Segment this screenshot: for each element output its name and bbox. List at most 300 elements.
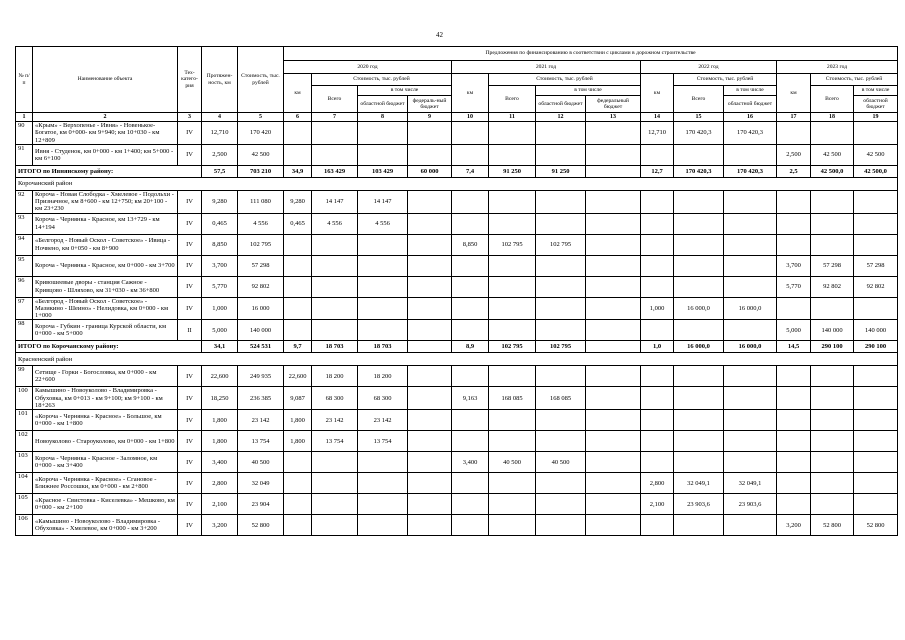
header-including: в том числе (358, 86, 452, 96)
table-cell: 8,850 (202, 234, 238, 255)
table-cell: 140 000 (238, 320, 284, 341)
table-cell (452, 297, 489, 320)
table-cell (586, 276, 641, 297)
table-cell: 9,163 (452, 387, 489, 410)
table-cell (358, 473, 408, 494)
table-cell (811, 494, 854, 515)
object-name: «Камышино - Новоуколово - Владимировка - Обуховка» - Хмелевое, км 0+000 - км 3+200 (33, 515, 178, 536)
table-cell (489, 494, 536, 515)
header-year-2020: 2020 год (284, 61, 452, 74)
table-cell (312, 452, 358, 473)
table-cell (641, 320, 674, 341)
total-cell: 290 100 (811, 341, 854, 353)
column-number: 13 (586, 113, 641, 122)
table-cell: 23 903,6 (674, 494, 724, 515)
total-cell: 9,7 (284, 341, 312, 353)
table-cell (724, 320, 777, 341)
table-cell (724, 515, 777, 536)
table-cell: 13 754 (358, 431, 408, 452)
table-cell (586, 515, 641, 536)
table-cell (854, 473, 898, 494)
table-cell (777, 234, 811, 255)
table-cell (724, 213, 777, 234)
table-cell (674, 515, 724, 536)
total-cell: 290 100 (854, 341, 898, 353)
table-cell (452, 276, 489, 297)
column-number: 2 (33, 113, 178, 122)
table-cell (811, 122, 854, 145)
table-cell (408, 320, 452, 341)
table-row (16, 320, 898, 341)
column-number: 6 (284, 113, 312, 122)
table-cell (811, 452, 854, 473)
table-cell: 4 556 (312, 213, 358, 234)
table-cell (312, 255, 358, 276)
table-cell (536, 320, 586, 341)
table-cell: 5,000 (202, 320, 238, 341)
table-cell (811, 410, 854, 431)
table-cell (777, 122, 811, 145)
total-cell: 2,5 (777, 165, 811, 177)
header-km: км (284, 74, 312, 113)
table-cell: IV (178, 213, 202, 234)
table-cell (284, 452, 312, 473)
total-cell: 7,4 (452, 165, 489, 177)
table-cell (674, 276, 724, 297)
table-cell: 16 000,0 (724, 297, 777, 320)
table-cell (586, 320, 641, 341)
column-number: 10 (452, 113, 489, 122)
table-row (16, 473, 898, 494)
total-cell: 8,9 (452, 341, 489, 353)
table-cell: 52 800 (854, 515, 898, 536)
table-cell: IV (178, 515, 202, 536)
district-total-row (16, 341, 898, 353)
table-cell (489, 122, 536, 145)
table-cell (489, 144, 536, 165)
table-cell: 52 800 (811, 515, 854, 536)
table-cell (489, 515, 536, 536)
object-name: Кривошеевые дворы - станция Сажное - Кривцово - Шляхово, км 31+030 - км 36+800 (33, 276, 178, 297)
table-cell: 3,200 (777, 515, 811, 536)
district-total-row (16, 165, 898, 177)
table-cell: 0,465 (284, 213, 312, 234)
table-cell (586, 213, 641, 234)
row-number: 104 (16, 473, 33, 494)
table-cell (358, 452, 408, 473)
table-cell (408, 190, 452, 213)
header-cost-thousand: Стоимость, тыс. рублей (489, 74, 641, 86)
table-cell (284, 234, 312, 255)
table-cell (536, 144, 586, 165)
total-cell: 91 250 (489, 165, 536, 177)
table-cell: 9,280 (202, 190, 238, 213)
section-header-row (16, 353, 898, 366)
total-cell: 16 000,0 (724, 341, 777, 353)
table-cell (674, 213, 724, 234)
table-cell (408, 431, 452, 452)
table-cell: 32 049,1 (674, 473, 724, 494)
table-cell (536, 515, 586, 536)
table-cell: 1,000 (202, 297, 238, 320)
total-cell: 34,9 (284, 165, 312, 177)
table-cell (284, 320, 312, 341)
table-cell (674, 431, 724, 452)
header-km: км (452, 74, 489, 113)
table-cell: 16 000 (238, 297, 284, 320)
table-cell: 102 795 (536, 234, 586, 255)
table-cell: 18 200 (312, 366, 358, 387)
table-cell: II (178, 320, 202, 341)
table-cell (408, 387, 452, 410)
table-cell: 170 420,3 (724, 122, 777, 145)
table-cell (777, 431, 811, 452)
section-title: Красненский район (16, 353, 898, 366)
table-cell: 23 142 (312, 410, 358, 431)
total-cell: 42 500,0 (811, 165, 854, 177)
table-cell (586, 144, 641, 165)
table-cell (489, 255, 536, 276)
row-number: 97 (16, 297, 33, 320)
table-cell (641, 255, 674, 276)
table-cell: 5,770 (202, 276, 238, 297)
object-name: Сетище - Горки - Богословка, км 0+000 - км 22+600 (33, 366, 178, 387)
table-cell (536, 410, 586, 431)
header-federal: федераль-ный бюджет (408, 96, 452, 113)
row-number: 94 (16, 234, 33, 255)
table-cell (586, 366, 641, 387)
table-cell (489, 320, 536, 341)
table-cell: 23 904 (238, 494, 284, 515)
total-cell: 18 703 (358, 341, 408, 353)
table-cell: 170 420 (238, 122, 284, 145)
table-cell: 32 049,1 (724, 473, 777, 494)
table-cell (854, 234, 898, 255)
header-year-2023: 2023 год (777, 61, 898, 74)
table-cell (854, 122, 898, 145)
total-cell: 91 250 (536, 165, 586, 177)
table-cell (724, 234, 777, 255)
table-cell (358, 494, 408, 515)
table-cell (724, 366, 777, 387)
table-cell: IV (178, 190, 202, 213)
table-cell (408, 213, 452, 234)
table-cell: 57 298 (854, 255, 898, 276)
table-cell: 3,700 (202, 255, 238, 276)
table-cell: IV (178, 494, 202, 515)
header-including: в том числе (724, 86, 777, 96)
row-number: 99 (16, 366, 33, 387)
row-number: 92 (16, 190, 33, 213)
object-name: «Красное - Свистовка - Киселевка» - Мешково, км 0+000 - км 2+100 (33, 494, 178, 515)
table-cell (452, 473, 489, 494)
table-cell: 12,710 (641, 122, 674, 145)
table-row (16, 410, 898, 431)
table-cell (284, 494, 312, 515)
total-label: ИТОГО по Корочанскому району: (16, 341, 202, 353)
table-cell (586, 297, 641, 320)
table-cell (724, 387, 777, 410)
table-cell (854, 431, 898, 452)
table-cell (811, 190, 854, 213)
table-row (16, 122, 898, 145)
header-including: в том числе (854, 86, 898, 96)
table-cell (777, 387, 811, 410)
table-cell (536, 255, 586, 276)
total-cell: 524 531 (238, 341, 284, 353)
table-cell (586, 255, 641, 276)
table-cell: IV (178, 234, 202, 255)
table-cell (724, 255, 777, 276)
row-number: 105 (16, 494, 33, 515)
table-cell (811, 366, 854, 387)
table-cell (452, 213, 489, 234)
table-cell (358, 515, 408, 536)
row-number: 102 (16, 431, 33, 452)
header-including: в том числе (536, 86, 641, 96)
table-cell: 3,200 (202, 515, 238, 536)
total-cell: 18 703 (312, 341, 358, 353)
table-cell: 1,800 (202, 410, 238, 431)
table-cell: 140 000 (854, 320, 898, 341)
table-cell: 111 080 (238, 190, 284, 213)
table-cell (777, 494, 811, 515)
table-cell: 4 556 (358, 213, 408, 234)
table-cell (452, 122, 489, 145)
table-cell (777, 473, 811, 494)
table-cell (724, 144, 777, 165)
section-header-row (16, 177, 898, 190)
table-cell: 249 935 (238, 366, 284, 387)
table-cell (536, 213, 586, 234)
table-cell: 42 500 (238, 144, 284, 165)
total-cell: 12,7 (641, 165, 674, 177)
table-cell (777, 297, 811, 320)
table-row (16, 234, 898, 255)
table-cell (408, 122, 452, 145)
table-cell: IV (178, 387, 202, 410)
column-number: 17 (777, 113, 811, 122)
column-number: 19 (854, 113, 898, 122)
page-number: 42 (436, 31, 443, 39)
table-cell (854, 366, 898, 387)
column-number: 9 (408, 113, 452, 122)
table-row (16, 515, 898, 536)
table-cell (408, 452, 452, 473)
table-cell (641, 213, 674, 234)
table-cell (811, 473, 854, 494)
object-name: Короча - Чернянка - Красное, км 13+729 - км 14+194 (33, 213, 178, 234)
table-cell: 40 500 (238, 452, 284, 473)
total-cell: 170 420,3 (674, 165, 724, 177)
table-cell: 57 298 (811, 255, 854, 276)
object-name: Короча - Чернянка - Красное - Заломное, км 0+000 - км 3+400 (33, 452, 178, 473)
column-number: 14 (641, 113, 674, 122)
table-cell: 3,400 (452, 452, 489, 473)
section-title: Корочанский район (16, 177, 898, 190)
column-number: 12 (536, 113, 586, 122)
table-cell (586, 190, 641, 213)
column-number: 11 (489, 113, 536, 122)
table-cell: 3,700 (777, 255, 811, 276)
table-cell (536, 276, 586, 297)
column-number: 7 (312, 113, 358, 122)
header-cost: Стоимость, тыс. рублей (238, 47, 284, 113)
table-cell (284, 144, 312, 165)
table-cell: 42 500 (854, 144, 898, 165)
table-cell (452, 515, 489, 536)
table-cell (408, 234, 452, 255)
header-year-2021: 2021 год (452, 61, 641, 74)
table-cell (489, 410, 536, 431)
table-cell: 57 298 (238, 255, 284, 276)
table-cell (811, 387, 854, 410)
table-row (16, 190, 898, 213)
table-cell (586, 410, 641, 431)
table-cell (408, 255, 452, 276)
table-cell: 5,000 (777, 320, 811, 341)
table-cell (586, 452, 641, 473)
table-cell (536, 122, 586, 145)
table-cell (408, 410, 452, 431)
table-cell (854, 494, 898, 515)
table-cell: 68 300 (358, 387, 408, 410)
table-cell (284, 515, 312, 536)
table-cell (811, 234, 854, 255)
table-cell (284, 276, 312, 297)
table-cell: 168 085 (489, 387, 536, 410)
table-cell (284, 297, 312, 320)
table-cell: 12,710 (202, 122, 238, 145)
table-cell (452, 366, 489, 387)
header-proposals: Предложения по финансированию в соответствии с циклами в дорожном строительстве (284, 47, 898, 61)
total-cell (586, 165, 641, 177)
table-cell (489, 297, 536, 320)
table-cell (586, 431, 641, 452)
table-cell (452, 431, 489, 452)
table-cell (358, 144, 408, 165)
table-cell: 52 800 (238, 515, 284, 536)
object-name: «Белгород - Новый Оскол - Советское» - Ивица - Ночвено, км 0+050 - км 8+900 (33, 234, 178, 255)
table-cell (358, 276, 408, 297)
total-cell: 57,5 (202, 165, 238, 177)
table-cell (408, 144, 452, 165)
table-cell (312, 297, 358, 320)
table-cell: 102 795 (489, 234, 536, 255)
table-cell (312, 320, 358, 341)
table-cell (358, 234, 408, 255)
row-number: 106 (16, 515, 33, 536)
column-number: 8 (358, 113, 408, 122)
table-cell: 9,280 (284, 190, 312, 213)
table-cell (854, 190, 898, 213)
table-cell (452, 410, 489, 431)
table-cell (641, 515, 674, 536)
table-cell (536, 297, 586, 320)
total-cell (586, 341, 641, 353)
table-row (16, 452, 898, 473)
table-cell: IV (178, 452, 202, 473)
table-cell (777, 452, 811, 473)
table-cell: 170 420,3 (674, 122, 724, 145)
total-cell: 42 500,0 (854, 165, 898, 177)
table-cell: 14 147 (312, 190, 358, 213)
table-cell: 8,850 (452, 234, 489, 255)
table-row (16, 494, 898, 515)
total-cell: 16 000,0 (674, 341, 724, 353)
table-cell (452, 144, 489, 165)
header-total: Всего (489, 86, 536, 113)
table-row (16, 297, 898, 320)
table-cell (586, 234, 641, 255)
table-cell: 1,800 (202, 431, 238, 452)
table-cell: 168 085 (536, 387, 586, 410)
table-cell (674, 320, 724, 341)
header-year-2022: 2022 год (641, 61, 777, 74)
table-cell: IV (178, 122, 202, 145)
total-cell: 14,5 (777, 341, 811, 353)
table-cell: 40 500 (536, 452, 586, 473)
table-cell (312, 234, 358, 255)
table-cell (811, 213, 854, 234)
table-cell (586, 387, 641, 410)
table-row (16, 431, 898, 452)
object-name: Короча - Губкин - граница Курской области, км 0+000 - км 5+000 (33, 320, 178, 341)
table-cell (586, 473, 641, 494)
table-cell (489, 431, 536, 452)
table-cell (586, 122, 641, 145)
table-cell: 140 000 (811, 320, 854, 341)
table-cell (312, 144, 358, 165)
table-row (16, 387, 898, 410)
table-cell (312, 276, 358, 297)
header-cost-thousand: Стоимость, тыс. рублей (312, 74, 452, 86)
table-cell: IV (178, 297, 202, 320)
row-number: 91 (16, 144, 33, 165)
table-cell: IV (178, 144, 202, 165)
total-cell (408, 341, 452, 353)
table-cell (674, 410, 724, 431)
table-cell: 2,100 (202, 494, 238, 515)
table-cell (408, 366, 452, 387)
object-name: «Белгород - Новый Оскол - Советское» - Мазикино - Шеино» - Нелидовка, км 0+000 - км 1+000 (33, 297, 178, 320)
header-category: Тех-катего-рия (178, 47, 202, 113)
header-length: Протяжен-ность, км (202, 47, 238, 113)
table-cell: IV (178, 410, 202, 431)
table-cell (641, 144, 674, 165)
table-cell (489, 190, 536, 213)
table-cell (641, 276, 674, 297)
table-cell (641, 452, 674, 473)
header-cost-thousand: Стоимость, тыс. рублей (674, 74, 777, 86)
header-federal: федеральный бюджет (586, 96, 641, 113)
table-cell (452, 320, 489, 341)
table-cell (641, 410, 674, 431)
header-total: Всего (312, 86, 358, 113)
table-cell (489, 213, 536, 234)
column-numbers-row (16, 113, 898, 122)
table-cell: 92 802 (854, 276, 898, 297)
table-cell (312, 515, 358, 536)
object-name: Новоуколово - Староуколово, км 0+000 - км 1+800 (33, 431, 178, 452)
total-cell: 60 000 (408, 165, 452, 177)
table-cell: IV (178, 366, 202, 387)
table-cell: 13 754 (238, 431, 284, 452)
table-cell: 236 385 (238, 387, 284, 410)
table-cell (854, 410, 898, 431)
table-cell (452, 190, 489, 213)
table-cell: 102 795 (238, 234, 284, 255)
